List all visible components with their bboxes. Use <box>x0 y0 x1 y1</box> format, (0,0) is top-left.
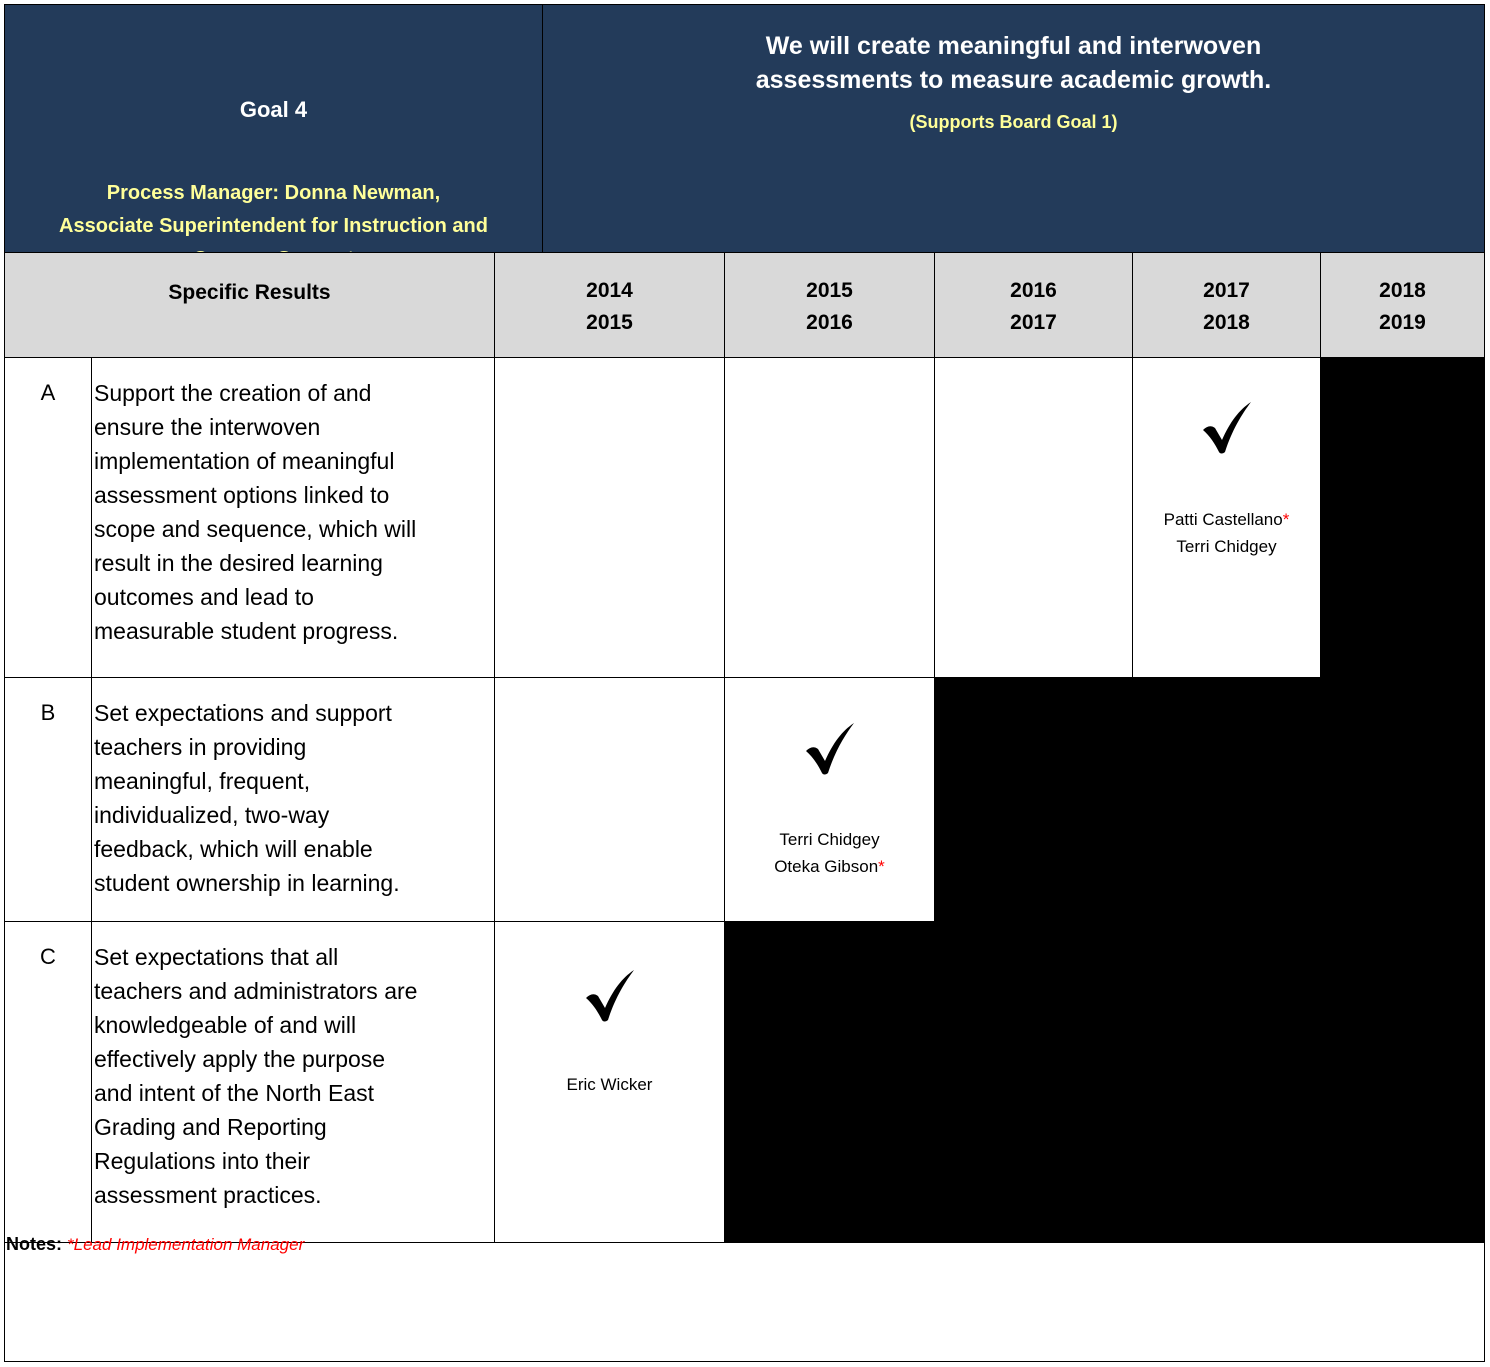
description-line: meaningful, frequent, <box>94 768 311 794</box>
description-line: knowledgeable of and will <box>94 1012 357 1038</box>
notes-label: Notes: <box>6 1234 63 1254</box>
lead-marker: * <box>878 857 885 876</box>
year-cell-blocked <box>724 921 1485 1243</box>
year-end: 2016 <box>806 311 853 334</box>
year-header <box>494 252 725 358</box>
result-description <box>94 696 488 900</box>
result-description-cell <box>91 677 495 922</box>
description-line: result in the desired learning <box>94 550 383 576</box>
goal-header-cell <box>4 4 543 253</box>
result-description-cell <box>91 357 495 678</box>
description-line: teachers and administrators are <box>94 978 418 1004</box>
assignee: Oteka Gibson* <box>774 857 885 876</box>
description-line: effectively apply the purpose <box>94 1046 386 1072</box>
year-cell-checked <box>494 921 725 1243</box>
checkmark-icon <box>725 721 934 775</box>
assignee: Eric Wicker <box>566 1075 653 1094</box>
assignees <box>1133 506 1320 560</box>
goal-statement-cell <box>542 4 1485 253</box>
year-start: 2015 <box>806 279 853 302</box>
year-end: 2017 <box>1010 311 1057 334</box>
year-header-label <box>1133 275 1320 339</box>
goal-statement-line: assessments to measure academic growth. <box>755 66 1272 94</box>
year-cell-blocked <box>1320 357 1485 678</box>
goal-statement-line: We will create meaningful and interwoven <box>765 32 1262 60</box>
description-line: Set expectations that all <box>94 944 339 970</box>
notes <box>6 1234 304 1255</box>
description-line: measurable student progress. <box>94 618 399 644</box>
assignee: Terri Chidgey <box>779 830 880 849</box>
row-letter-cell <box>4 357 92 678</box>
description-line: implementation of meaningful <box>94 448 395 474</box>
goal-statement <box>543 29 1484 97</box>
assignee: Terri Chidgey <box>1176 537 1277 556</box>
row-letter-cell <box>4 677 92 922</box>
year-cell-blocked <box>934 677 1485 922</box>
year-header <box>724 252 935 358</box>
description-line: scope and sequence, which will <box>94 516 417 542</box>
description-line: outcomes and lead to <box>94 584 314 610</box>
description-line: individualized, two-way <box>94 802 330 828</box>
specific-results-header <box>4 252 495 358</box>
result-description <box>94 376 488 648</box>
notes-text: *Lead Implementation Manager <box>67 1235 305 1254</box>
year-header <box>934 252 1133 358</box>
description-line: teachers in providing <box>94 734 307 760</box>
goal-title: Goal 4 <box>239 97 308 122</box>
lead-marker: * <box>1282 510 1290 529</box>
year-start: 2018 <box>1379 279 1426 302</box>
description-line: Grading and Reporting <box>94 1114 327 1140</box>
process-manager-line: Associate Superintendent for Instruction and <box>59 215 488 237</box>
year-end: 2019 <box>1379 311 1426 334</box>
year-header <box>1132 252 1321 358</box>
year-cell-checked <box>724 677 935 922</box>
description-line: ensure the interwoven <box>94 414 321 440</box>
description-line: feedback, which will enable <box>94 836 373 862</box>
year-header-label <box>725 275 934 339</box>
year-cell-empty <box>494 677 725 922</box>
year-header-label <box>1321 275 1484 339</box>
year-cell-empty <box>494 357 725 678</box>
year-start: 2016 <box>1010 279 1057 302</box>
row-letter-cell <box>4 921 92 1243</box>
result-description-cell <box>91 921 495 1243</box>
description-line: and intent of the North East <box>94 1080 375 1106</box>
year-header-label <box>495 275 724 339</box>
description-line: student ownership in learning. <box>94 870 400 896</box>
checkmark-icon <box>495 968 724 1022</box>
checkmark-icon <box>1133 400 1320 454</box>
notes-cell <box>4 1242 1485 1362</box>
year-cell-empty <box>934 357 1133 678</box>
assignee: Patti Castellano* <box>1163 510 1290 529</box>
year-start: 2014 <box>586 279 633 302</box>
description-line: Set expectations and support <box>94 700 392 726</box>
process-manager-line: Process Manager: Donna Newman, <box>106 182 441 204</box>
row-letter: B <box>40 700 56 725</box>
description-line: assessment options linked to <box>94 482 390 508</box>
assignees <box>725 826 934 880</box>
year-header <box>1320 252 1485 358</box>
board-goal-reference: (Supports Board Goal 1) <box>909 112 1118 132</box>
description-line: Support the creation of and <box>94 380 372 406</box>
year-start: 2017 <box>1203 279 1250 302</box>
year-end: 2015 <box>586 311 633 334</box>
result-description <box>94 940 488 1212</box>
year-header-label <box>935 275 1132 339</box>
year-cell-checked <box>1132 357 1321 678</box>
description-line: assessment practices. <box>94 1182 322 1208</box>
year-cell-empty <box>724 357 935 678</box>
row-letter: A <box>40 380 56 405</box>
assignees <box>495 1071 724 1098</box>
row-letter: C <box>40 944 56 969</box>
description-line: Regulations into their <box>94 1148 311 1174</box>
specific-results-label: Specific Results <box>168 281 331 304</box>
year-end: 2018 <box>1203 311 1250 334</box>
